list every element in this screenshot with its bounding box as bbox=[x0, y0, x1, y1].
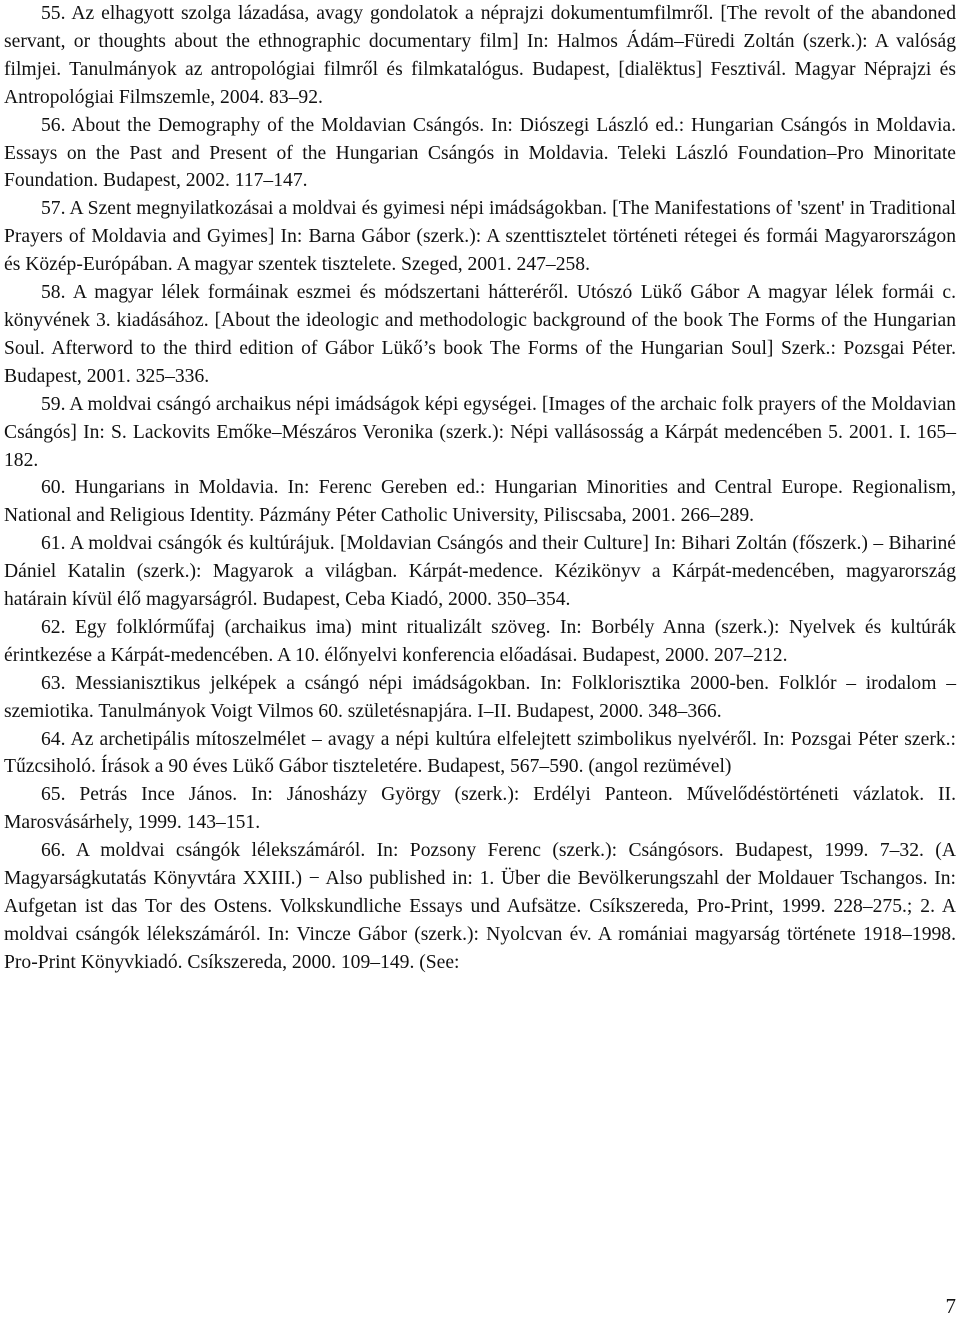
entry-number: 58. bbox=[41, 282, 66, 304]
entry-text: Az elhagyott szolga lázadása, avagy gondolatok a néprajzi dokumentumfilmről. [The revolt of the abandoned servant, or thoughts about the ethnographic documentary film] In: Halmos Ádám–Füredi Zoltán (szerk.): A valóság filmjei. Tanulmányok az antropológiai filmről és filmkatalógus. Budapest, [dialëktus] Fesztivál. Magyar Néprajzi és Antropológiai Filmszemle, 2004. 83–92. bbox=[4, 3, 956, 108]
entry-text: Hungarians in Moldavia. In: Ferenc Gereben ed.: Hungarian Minorities and Central Europe. Regionalism, National and Religious Identity. Pázmány Péter Catholic University, Piliscsaba, 2001. 266–289. bbox=[4, 477, 956, 527]
entry-number: 56. bbox=[41, 114, 66, 136]
bibliography-entry-62 bbox=[4, 614, 956, 670]
bibliography-page bbox=[4, 0, 956, 977]
bibliography-entry-55 bbox=[4, 0, 956, 112]
bibliography-entry-58 bbox=[4, 279, 956, 391]
bibliography-entry-60 bbox=[4, 474, 956, 530]
entry-number: 66. bbox=[41, 840, 66, 862]
entry-number: 64. bbox=[41, 728, 66, 750]
entry-number: 63. bbox=[41, 672, 66, 694]
entry-text: A magyar lélek formáinak eszmei és módszertani hátteréről. Utószó Lükő Gábor A magyar lélek formái c. könyvének 3. kiadásához. [About the ideologic and methodologic background of the book The Forms of the Hungarian Soul. Afterword to the third edition of Gábor Lükő’s book The Forms of the Hungarian Soul] Szerk.: Pozsgai Péter. Budapest, 2001. 325–336. bbox=[4, 282, 956, 387]
entry-text: A moldvai csángók és kultúrájuk. [Moldavian Csángós and their Culture] In: Bihari Zoltán (főszerk.) – Bihariné Dániel Katalin (szerk.): Magyarok a világban. Kárpát-medence. Kézikönyv a Kárpát-medencében, magyarország határain kívül élő magyarságról. Budapest, Ceba Kiadó, 2000. 350–354. bbox=[4, 533, 956, 611]
entry-number: 60. bbox=[41, 477, 66, 499]
entry-text: Egy folklórműfaj (archaikus ima) mint ritualizált szöveg. In: Borbély Anna (szerk.): Nyelvek és kultúrák érintkezése a Kárpát-medencében. A 10. élőnyelvi konferencia előadásai. Budapest, 2000. 207–212. bbox=[4, 616, 956, 666]
entry-number: 62. bbox=[41, 616, 66, 638]
entry-text: Messianisztikus jelképek a csángó népi imádságokban. In: Folklorisztika 2000-ben. Folklór – irodalom – szemiotika. Tanulmányok Voigt Vilmos 60. születésnapjára. I–II. Budapest, 2000. 348–366. bbox=[4, 672, 956, 722]
entry-text: Petrás Ince János. In: Jánosházy György (szerk.): Erdélyi Panteon. Művelődéstörténeti vázlatok. II. Marosvásárhely, 1999. 143–151. bbox=[4, 784, 956, 834]
bibliography-entry-61 bbox=[4, 530, 956, 614]
entry-text: A moldvai csángók lélekszámáról. In: Pozsony Ferenc (szerk.): Csángósors. Budapest, 1999. 7–32. (A Magyarságkutatás Könyvtára XXIII.) − Also published in: 1. Über die Bevölkerungszahl der Moldauer Tschangos. In: Aufgetan ist das Tor des Ostens. Volkskundliche Essays und Aufsätze. Csíkszereda, Pro-Print, 1999. 228–275.; 2. A moldvai csángók lélekszámáról. In: Vincze Gábor (szerk.): Nyolcvan év. A romániai magyarság története 1918–1998. Pro-Print Könyvkiadó. Csíkszereda, 2000. 109–149. (See: bbox=[4, 840, 956, 973]
entry-text: A moldvai csángó archaikus népi imádságok képi egységei. [Images of the archaic folk prayers of the Moldavian Csángós] In: S. Lackovits Emőke–Mészáros Veronika (szerk.): Népi vallásosság a Kárpát medencében 5. 2001. I. 165–182. bbox=[4, 393, 956, 471]
entry-number: 59. bbox=[41, 393, 66, 415]
entry-text: Az archetipális mítoszelmélet – avagy a népi kultúra elfelejtett szimbolikus nyelvéről. In: Pozsgai Péter szerk.: Tűzcsiholó. Írások a 90 éves Lükő Gábor tiszteletére. Budapest, 567–590. (angol rezümével) bbox=[4, 728, 956, 778]
entry-number: 55. bbox=[41, 3, 66, 24]
bibliography-entry-56 bbox=[4, 112, 956, 196]
entry-number: 57. bbox=[41, 198, 66, 220]
entry-number: 61. bbox=[41, 533, 66, 555]
bibliography-entry-65 bbox=[4, 781, 956, 837]
page-number: 7 bbox=[945, 1294, 956, 1318]
bibliography-entry-63 bbox=[4, 670, 956, 726]
bibliography-entry-57 bbox=[4, 195, 956, 279]
bibliography-entry-66 bbox=[4, 837, 956, 977]
entry-number: 65. bbox=[41, 784, 66, 806]
bibliography-entry-59 bbox=[4, 391, 956, 475]
entry-text: A Szent megnyilatkozásai a moldvai és gyimesi népi imádságokban. [The Manifestations of 'szent' in Traditional Prayers of Moldavia and Gyimes] In: Barna Gábor (szerk.): A szenttisztelet történeti rétegei és formái Magyarországon és Közép-Európában. A magyar szentek tisztelete. Szeged, 2001. 247–258. bbox=[4, 198, 956, 276]
entry-text: About the Demography of the Moldavian Csángós. In: Diószegi László ed.: Hungarian Csángós in Moldavia. Essays on the Past and Present of the Hungarian Csángós in Moldavia. Teleki László Foundation–Pro Minoritate Foundation. Budapest, 2002. 117–147. bbox=[4, 114, 956, 192]
bibliography-entry-64 bbox=[4, 726, 956, 782]
